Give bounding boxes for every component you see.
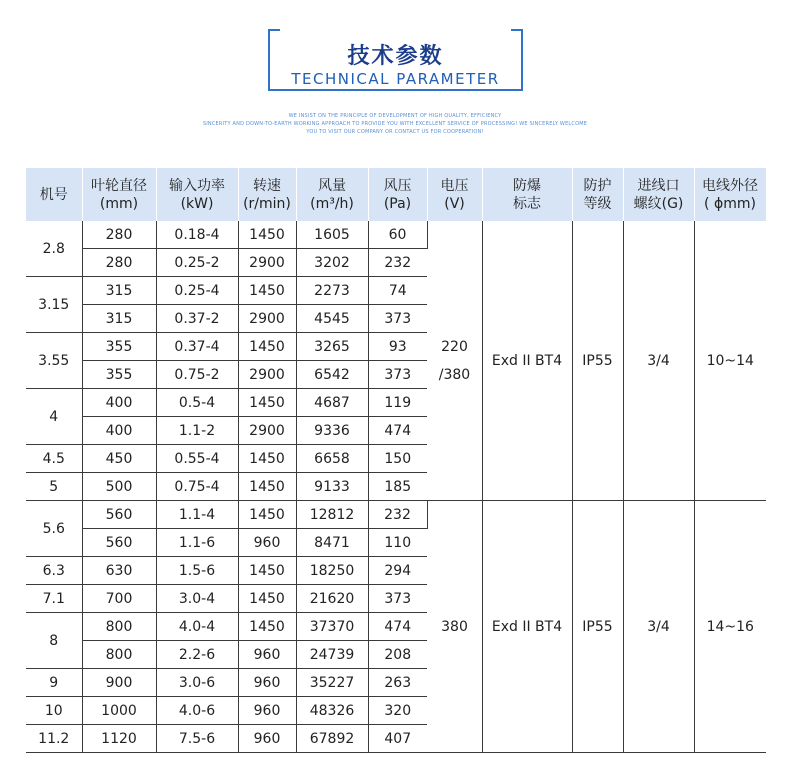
value-cell: 119: [368, 389, 427, 417]
value-cell: 12812: [296, 501, 368, 529]
value-cell: 1.1-2: [156, 417, 238, 445]
column-header-label: 防爆: [513, 177, 541, 194]
value-cell: 560: [82, 529, 156, 557]
value-cell: 0.25-2: [156, 249, 238, 277]
value-cell: 9133: [296, 473, 368, 501]
value-cell: 960: [238, 669, 296, 697]
explosion-mark-cell: Exd II BT4: [482, 221, 572, 501]
value-cell: 35227: [296, 669, 368, 697]
value-cell: 74: [368, 277, 427, 305]
voltage-cell-line: /380: [438, 366, 471, 383]
model-cell: 4: [26, 389, 82, 445]
column-header-unit: 螺纹(G): [633, 195, 684, 212]
value-cell: 1.1-4: [156, 501, 238, 529]
value-cell: 1450: [238, 445, 296, 473]
value-cell: 800: [82, 613, 156, 641]
value-cell: 355: [82, 333, 156, 361]
value-cell: 3265: [296, 333, 368, 361]
value-cell: 1450: [238, 221, 296, 249]
column-header-label: 电压: [440, 177, 469, 194]
model-cell: 3.15: [26, 277, 82, 333]
column-header: [572, 168, 623, 221]
value-cell: 474: [368, 417, 427, 445]
column-header-label: 风量: [318, 177, 346, 194]
value-cell: 24739: [296, 641, 368, 669]
explosion-mark-cell: Exd II BT4: [482, 501, 572, 753]
value-cell: 0.75-2: [156, 361, 238, 389]
value-cell: 960: [238, 697, 296, 725]
value-cell: 150: [368, 445, 427, 473]
model-cell: 9: [26, 669, 82, 697]
table-body: [26, 221, 766, 753]
value-cell: 232: [368, 501, 427, 529]
column-header: [82, 168, 156, 221]
value-cell: 1450: [238, 333, 296, 361]
value-cell: 18250: [296, 557, 368, 585]
column-header: [427, 168, 482, 221]
value-cell: 0.5-4: [156, 389, 238, 417]
model-cell: 3.55: [26, 333, 82, 389]
slogan-line: YOU TO VISIT OUR COMPANY OR CONTACT US FOR COOPERATION!: [306, 129, 484, 135]
value-cell: 280: [82, 221, 156, 249]
value-cell: 1450: [238, 389, 296, 417]
model-cell: 5.6: [26, 501, 82, 557]
column-header-label: 风压: [383, 177, 412, 194]
value-cell: 373: [368, 585, 427, 613]
voltage-cell-line: 220: [441, 338, 468, 355]
column-header-label: 电线外径: [702, 177, 758, 194]
value-cell: 1.5-6: [156, 557, 238, 585]
column-header-label: 叶轮直径: [91, 177, 147, 194]
value-cell: 6658: [296, 445, 368, 473]
value-cell: 320: [368, 697, 427, 725]
value-cell: 2900: [238, 417, 296, 445]
value-cell: 373: [368, 305, 427, 333]
column-header-unit: (r/min): [243, 195, 291, 212]
voltage-cell: [427, 221, 482, 501]
value-cell: 4545: [296, 305, 368, 333]
value-cell: 400: [82, 417, 156, 445]
slogan: [180, 112, 610, 136]
column-header-label: 输入功率: [169, 177, 225, 194]
value-cell: 232: [368, 249, 427, 277]
table-row: [26, 221, 766, 249]
slogan-line: SINCERITY AND DOWN-TO-EARTH WORKING APPROACH TO PROVIDE YOU WITH EXCELLENT SERVICE OF PROCESSING! WE SINCERELY WELCOME: [202, 121, 588, 127]
title-frame: [268, 29, 523, 91]
value-cell: 67892: [296, 725, 368, 753]
column-header-unit: (m³/h): [310, 195, 354, 212]
value-cell: 208: [368, 641, 427, 669]
column-header-unit: (kW): [180, 195, 214, 212]
value-cell: 315: [82, 277, 156, 305]
value-cell: 7.5-6: [156, 725, 238, 753]
column-header: [482, 168, 572, 221]
value-cell: 0.37-4: [156, 333, 238, 361]
wire-diameter-cell: 14~16: [694, 501, 766, 753]
column-header-label: 进线口: [637, 177, 680, 194]
value-cell: 1605: [296, 221, 368, 249]
value-cell: 1.1-6: [156, 529, 238, 557]
value-cell: 60: [368, 221, 427, 249]
protection-level-cell: IP55: [572, 221, 623, 501]
page-title: 技术参数: [347, 44, 444, 69]
value-cell: 110: [368, 529, 427, 557]
value-cell: 1450: [238, 585, 296, 613]
value-cell: 960: [238, 529, 296, 557]
value-cell: 2900: [238, 361, 296, 389]
column-header: [238, 168, 296, 221]
model-cell: 4.5: [26, 445, 82, 473]
value-cell: 185: [368, 473, 427, 501]
value-cell: 3.0-4: [156, 585, 238, 613]
column-header-unit: (V): [444, 195, 465, 212]
value-cell: 900: [82, 669, 156, 697]
value-cell: 0.37-2: [156, 305, 238, 333]
value-cell: 9336: [296, 417, 368, 445]
value-cell: 800: [82, 641, 156, 669]
model-cell: 11.2: [26, 725, 82, 753]
value-cell: 37370: [296, 613, 368, 641]
column-header: [26, 168, 82, 221]
table-header-row: [26, 168, 766, 221]
table-row: [26, 501, 766, 529]
value-cell: 294: [368, 557, 427, 585]
column-header-unit: ( ϕmm): [704, 195, 756, 212]
column-header-label: 转速: [253, 177, 281, 194]
value-cell: 960: [238, 725, 296, 753]
value-cell: 2.2-6: [156, 641, 238, 669]
value-cell: 315: [82, 305, 156, 333]
column-header: [694, 168, 766, 221]
column-header-label: 防护: [583, 177, 612, 194]
value-cell: 0.75-4: [156, 473, 238, 501]
value-cell: 93: [368, 333, 427, 361]
value-cell: 4687: [296, 389, 368, 417]
voltage-cell: [427, 501, 482, 753]
value-cell: 560: [82, 501, 156, 529]
value-cell: 1450: [238, 277, 296, 305]
model-cell: 10: [26, 697, 82, 725]
value-cell: 2900: [238, 305, 296, 333]
voltage-cell-line: 380: [441, 618, 468, 635]
value-cell: 1450: [238, 557, 296, 585]
column-header-unit: (mm): [99, 195, 139, 212]
value-cell: 3.0-6: [156, 669, 238, 697]
value-cell: 373: [368, 361, 427, 389]
column-header: [623, 168, 694, 221]
value-cell: 1450: [238, 613, 296, 641]
value-cell: 400: [82, 389, 156, 417]
value-cell: 500: [82, 473, 156, 501]
model-cell: 5: [26, 473, 82, 501]
value-cell: 474: [368, 613, 427, 641]
spec-table: [26, 168, 767, 753]
value-cell: 355: [82, 361, 156, 389]
wire-diameter-cell: 10~14: [694, 221, 766, 501]
column-header: [296, 168, 368, 221]
column-header-unit: 标志: [513, 195, 541, 212]
column-header-label: 机号: [39, 186, 68, 203]
model-cell: 8: [26, 613, 82, 669]
value-cell: 0.18-4: [156, 221, 238, 249]
value-cell: 280: [82, 249, 156, 277]
column-header-unit: 等级: [583, 195, 612, 212]
value-cell: 0.55-4: [156, 445, 238, 473]
protection-level-cell: IP55: [572, 501, 623, 753]
inlet-thread-cell: 3/4: [623, 221, 694, 501]
value-cell: 48326: [296, 697, 368, 725]
slogan-line: WE INSIST ON THE PRINCIPLE OF DEVELOPMENT OF HIGH QUALITY, EFFICIENCY: [288, 113, 502, 119]
value-cell: 263: [368, 669, 427, 697]
column-header: [368, 168, 427, 221]
column-header: [156, 168, 238, 221]
value-cell: 1000: [82, 697, 156, 725]
value-cell: 407: [368, 725, 427, 753]
value-cell: 3202: [296, 249, 368, 277]
column-header-unit: (Pa): [383, 195, 412, 212]
value-cell: 0.25-4: [156, 277, 238, 305]
value-cell: 630: [82, 557, 156, 585]
value-cell: 6542: [296, 361, 368, 389]
value-cell: 2273: [296, 277, 368, 305]
model-cell: 7.1: [26, 585, 82, 613]
inlet-thread-cell: 3/4: [623, 501, 694, 753]
value-cell: 8471: [296, 529, 368, 557]
page-subtitle: TECHNICAL PARAMETER: [291, 70, 500, 88]
value-cell: 700: [82, 585, 156, 613]
value-cell: 4.0-6: [156, 697, 238, 725]
value-cell: 1450: [238, 501, 296, 529]
model-cell: 2.8: [26, 221, 82, 277]
value-cell: 960: [238, 641, 296, 669]
value-cell: 21620: [296, 585, 368, 613]
value-cell: 1450: [238, 473, 296, 501]
value-cell: 2900: [238, 249, 296, 277]
value-cell: 4.0-4: [156, 613, 238, 641]
value-cell: 450: [82, 445, 156, 473]
value-cell: 1120: [82, 725, 156, 753]
model-cell: 6.3: [26, 557, 82, 585]
